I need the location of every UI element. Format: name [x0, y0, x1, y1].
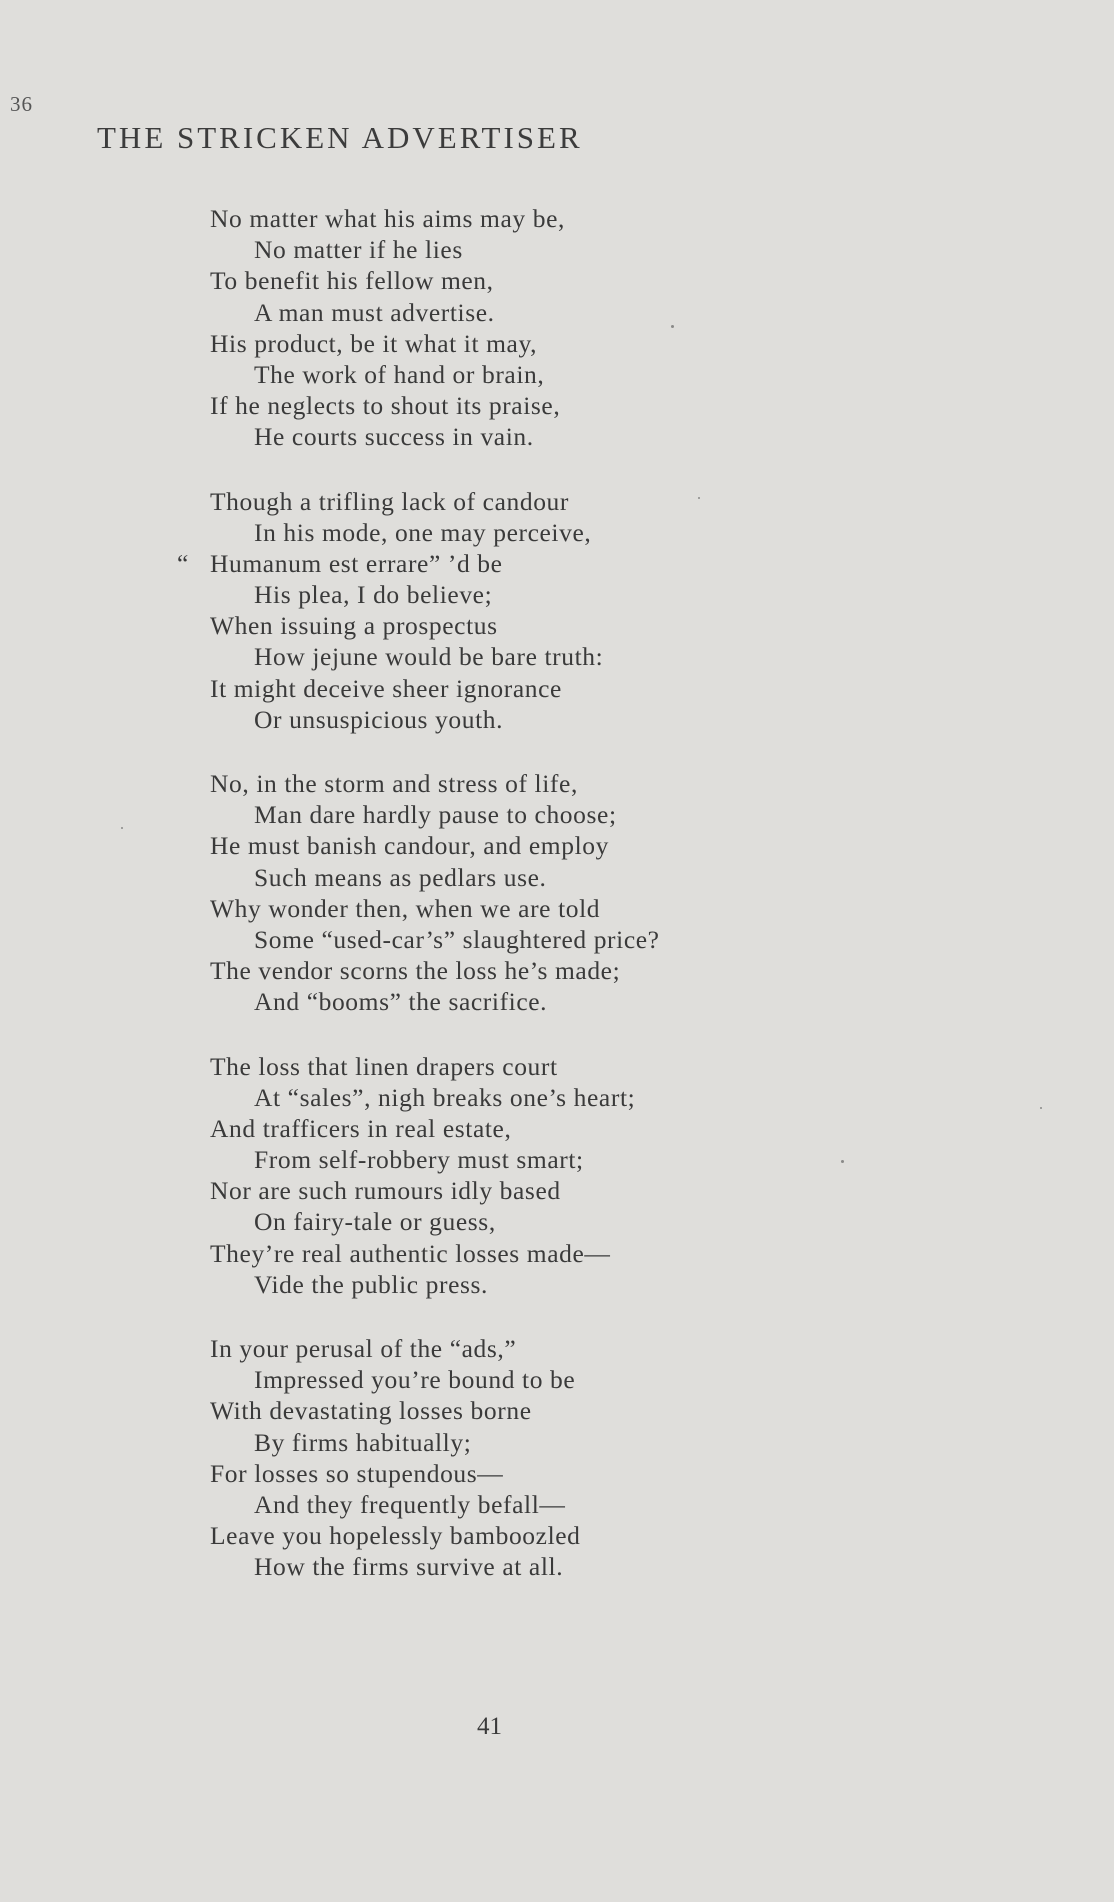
poem-line-text: The loss that linen drapers court: [210, 1051, 558, 1081]
poem-line-text: Nor are such rumours idly based: [210, 1176, 561, 1206]
poem-line-text: He must banish candour, and employ: [210, 831, 609, 861]
poem-line-text: How the firms survive at all.: [254, 1552, 564, 1582]
poem-line-text: Why wonder then, when we are told: [210, 893, 601, 923]
poem-line: [210, 704, 910, 735]
poem-line: [210, 297, 910, 328]
poem-line: [210, 1427, 910, 1458]
poem-line-text: When issuing a prospectus: [210, 611, 498, 641]
paper-speck: [121, 827, 123, 829]
paper-speck: [1040, 1107, 1042, 1109]
poem-line: [210, 862, 910, 893]
poem-line: [210, 1238, 910, 1269]
poem-line-text: For losses so stupendous—: [210, 1458, 504, 1488]
poem-line-text: If he neglects to shout its praise,: [210, 391, 561, 421]
poem-line-text: To benefit his fellow men,: [210, 266, 494, 296]
poem-line-text: Or unsuspicious youth.: [254, 704, 504, 734]
poem-line: [210, 579, 910, 610]
poem-line: [210, 1364, 910, 1395]
poem-line-text: In your perusal of the “ads,”: [210, 1334, 517, 1363]
poem-line: [210, 390, 910, 421]
poem-line: [210, 1333, 910, 1364]
poem-line: [210, 641, 910, 672]
poem-line-text: They’re real authentic losses made—: [210, 1238, 611, 1268]
poem-line: [210, 421, 910, 452]
running-page-number: 36: [10, 92, 33, 116]
stanza: [210, 203, 910, 453]
poem-line-text: Man dare hardly pause to choose;: [254, 800, 617, 830]
poem-line: [177, 548, 910, 579]
poem-line: [210, 893, 910, 924]
poem-line: [210, 1206, 910, 1237]
poem-line: [210, 673, 910, 704]
open-quote-mark: “: [177, 548, 189, 578]
poem-line-text: At “sales”, nigh breaks one’s heart;: [254, 1082, 636, 1112]
poem-line: [210, 234, 910, 265]
poem-line: [210, 924, 910, 955]
poem-line-text: It might deceive sheer ignorance: [210, 673, 562, 703]
poem-line-text: With devastating losses borne: [210, 1396, 532, 1426]
poem-line: [210, 1269, 910, 1300]
poem-line-text: And trafficers in real estate,: [210, 1113, 512, 1143]
poem-line: [210, 1144, 910, 1175]
stanza: [210, 768, 910, 1018]
poem-line-text: Some “used-car’s” slaughtered price?: [254, 924, 660, 954]
poem-line: [210, 1175, 910, 1206]
poem-line: [210, 799, 910, 830]
poem-title: THE STRICKEN ADVERTISER: [97, 120, 583, 155]
poem-line: [210, 203, 910, 234]
poem-line: [210, 328, 910, 359]
poem-line-text: On fairy-tale or guess,: [254, 1207, 496, 1237]
folio-number: 41: [477, 1713, 502, 1740]
paper-speck: [841, 1160, 844, 1163]
poem-line: [210, 768, 910, 799]
poem-line: [210, 517, 910, 548]
poem-line: [210, 1489, 910, 1520]
poem-line-text: His product, be it what it may,: [210, 328, 538, 358]
poem-line-text: Though a trifling lack of candour: [210, 486, 569, 516]
poem-line: [210, 955, 910, 986]
stanza: [210, 1051, 910, 1301]
poem-line: [210, 486, 910, 517]
poem-line-text: Humanum est errare” ’d be: [210, 548, 503, 578]
poem-body: [177, 203, 910, 1583]
poem-line-text: A man must advertise.: [254, 297, 495, 327]
poem-line-text: From self-robbery must smart;: [254, 1145, 584, 1175]
poem-line-text: Such means as pedlars use.: [254, 862, 547, 892]
poem-line: [210, 1458, 910, 1489]
poem-line: [210, 986, 910, 1017]
stanza: [177, 486, 910, 736]
poem-line: [210, 1113, 910, 1144]
poem-line: [210, 1520, 910, 1551]
poem-line: [210, 830, 910, 861]
poem-line: [210, 1551, 910, 1582]
poem-line-text: He courts success in vain.: [254, 422, 534, 452]
poem-line-text: Vide the public press.: [254, 1269, 489, 1299]
poem-line-text: His plea, I do believe;: [254, 580, 493, 610]
poem-line-text: And they frequently befall—: [254, 1489, 566, 1519]
poem-line-text: No matter if he lies: [254, 235, 463, 265]
poem-line-text: No matter what his aims may be,: [210, 204, 565, 233]
poem-line-text: Leave you hopelessly bamboozled: [210, 1521, 581, 1551]
stanza: [210, 1333, 910, 1583]
poem-line: [210, 610, 910, 641]
paper-speck: [698, 497, 700, 499]
poem-line: [210, 1051, 910, 1082]
poem-line-text: Impressed you’re bound to be: [254, 1365, 576, 1395]
poem-line-text: And “booms” the sacrifice.: [254, 987, 548, 1017]
poem-line: [210, 1395, 910, 1426]
poem-line-text: How jejune would be bare truth:: [254, 642, 604, 672]
poem-line-text: In his mode, one may perceive,: [254, 517, 592, 547]
poem-line-text: The vendor scorns the loss he’s made;: [210, 956, 621, 986]
poem-line: [210, 1082, 910, 1113]
paper-speck: [671, 325, 674, 328]
poem-line: [210, 359, 910, 390]
poem-line-text: By firms habitually;: [254, 1427, 472, 1457]
poem-line: [210, 265, 910, 296]
poem-line-text: The work of hand or brain,: [254, 359, 545, 389]
poem-line-text: No, in the storm and stress of life,: [210, 769, 578, 798]
